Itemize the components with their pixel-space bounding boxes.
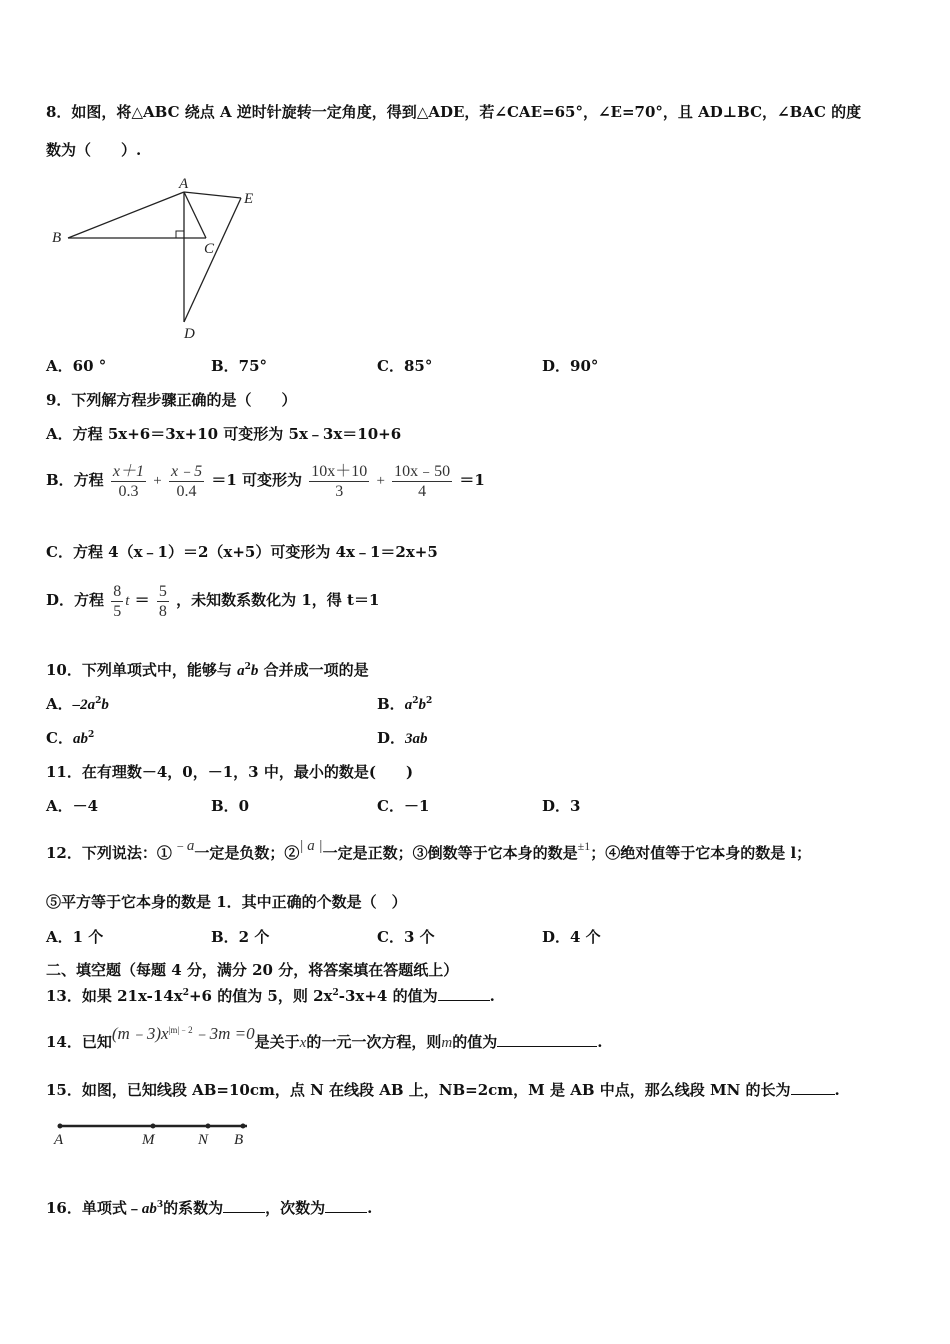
q9-d-end: ，未知数系数化为 1，得 t＝1 [176,591,380,609]
q12-line1: 12．下列说法：①﹣a一定是负数；②| a |一定是正数；③倒数等于它本身的数是$^{\pm 1}$；④绝对值等于它本身的数是 l； [46,838,812,862]
q15-label-m: M [142,1132,155,1148]
q11-option-c: C．－1 [377,797,430,815]
q15-segment-figure [50,1118,270,1158]
q9-option-a: A．方程 5x+6＝3x+10 可变形为 5x﹣3x＝10+6 [46,425,402,443]
q16-degree-blank[interactable] [325,1198,367,1213]
q16-coefficient-blank[interactable] [223,1198,265,1213]
q9-b-fraction-2: $\frac{x﹣5}{0.4}$ [170,462,203,500]
q9-d-fraction-1: $\frac{8}{5}$ [113,582,122,620]
q11-option-a: A．－4 [46,797,99,815]
q15-label-a: A [54,1132,64,1148]
q10-option-d: D．3ab [377,729,428,747]
q9-d-prefix: D．方程 [46,591,105,609]
q14-line: 14．已知$(m﹣3)x^{|m|﹣2}﹣3m =0$是关于x的一元一次方程，则m的值为 . [46,1024,603,1051]
q9-d-fraction-2: $\frac{5}{8}$ [158,582,167,620]
q8-triangle-figure [46,170,276,340]
q8-option-c: C．85° [377,357,433,375]
q9-b-fraction-4: $\frac{10x﹣50}{4}$ [394,462,451,500]
section-2-heading: 二、填空题（每题 4 分，满分 20 分，将答案填在答题纸上） [46,961,459,979]
q13-line: 13．如果 $21x-14x^2+6$ 的值为 5，则 $2x^2-3x+4$ 的值为 . [46,987,495,1005]
q14-answer-blank[interactable] [497,1032,597,1047]
q12-option-d: D．4 个 [542,928,601,946]
q9-d-equals: ＝ [134,591,150,609]
q16-line: 16．单项式$﹣ab^3$的系数为 ，次数为 . [46,1199,373,1217]
q12-line2: ⑤平方等于它本身的数是 1．其中正确的个数是（ ） [46,893,407,911]
q11-option-d: D．3 [542,797,581,815]
q8-label-a: A [179,176,189,192]
q10-stem: 10．下列单项式中，能够与 $a^2b$ 合并成一项的是 [46,661,369,679]
q9-stem: 9．下列解方程步骤正确的是（ ） [46,391,297,409]
q15-line: 15．如图，已知线段 AB=10cm，点 N 在线段 AB 上，NB=2cm，M 是 AB 中点，那么线段 MN 的长为 . [46,1081,840,1099]
q10-option-a: A．$-2a^2b$ [46,695,109,713]
q8-label-e: E [244,191,254,207]
q12-option-c: C．3 个 [377,928,435,946]
q10-option-c: C．$ab^2$ [46,729,95,747]
q15-label-n: N [198,1132,209,1148]
q9-b-plus-2: + [376,473,385,489]
q11-stem: 11．在有理数－4，0，－1，3 中，最小的数是( ) [46,763,414,781]
q15-label-b: B [234,1132,244,1148]
q8-option-b: B．75° [211,357,268,375]
q10-option-b: B．$a^2b^2$ [377,695,433,713]
q12-option-b: B．2 个 [211,928,270,946]
q9-b-end: ＝1 [459,471,485,489]
q8-label-b: B [52,230,62,246]
q9-b-middle: ＝1 可变形为 [211,471,302,489]
q9-b-fraction-1: $\frac{x+1}{0.3}$ [112,462,145,500]
q8-option-a: A．60 ° [46,357,107,375]
q12-option-a: A．1 个 [46,928,104,946]
q9-option-b [46,458,485,503]
q13-answer-blank[interactable] [438,986,490,1001]
q8-line1: 8．如图，将△ABC 绕点 A 逆时针旋转一定角度，得到△ADE，若∠CAE=65°，∠E=70°，且 AD⊥BC，∠BAC 的度 [46,103,862,121]
q8-label-d: D [184,326,195,340]
q8-line2: 数为（ ）. [46,141,142,159]
q9-b-plus-1: + [153,473,162,489]
q8-label-c: C [204,241,215,257]
q9-b-fraction-3: $\frac{10x+10}{3}$ [311,462,368,500]
q8-option-d: D．90° [542,357,599,375]
q9-d-variable: t [125,593,130,609]
q9-b-prefix: B．方程 [46,471,104,489]
q9-option-d [46,578,379,623]
q15-answer-blank[interactable] [791,1080,835,1095]
q11-option-b: B．0 [211,797,250,815]
q9-option-c: C．方程 4（x﹣1）＝2（x+5）可变形为 4x﹣1＝2x+5 [46,543,438,561]
